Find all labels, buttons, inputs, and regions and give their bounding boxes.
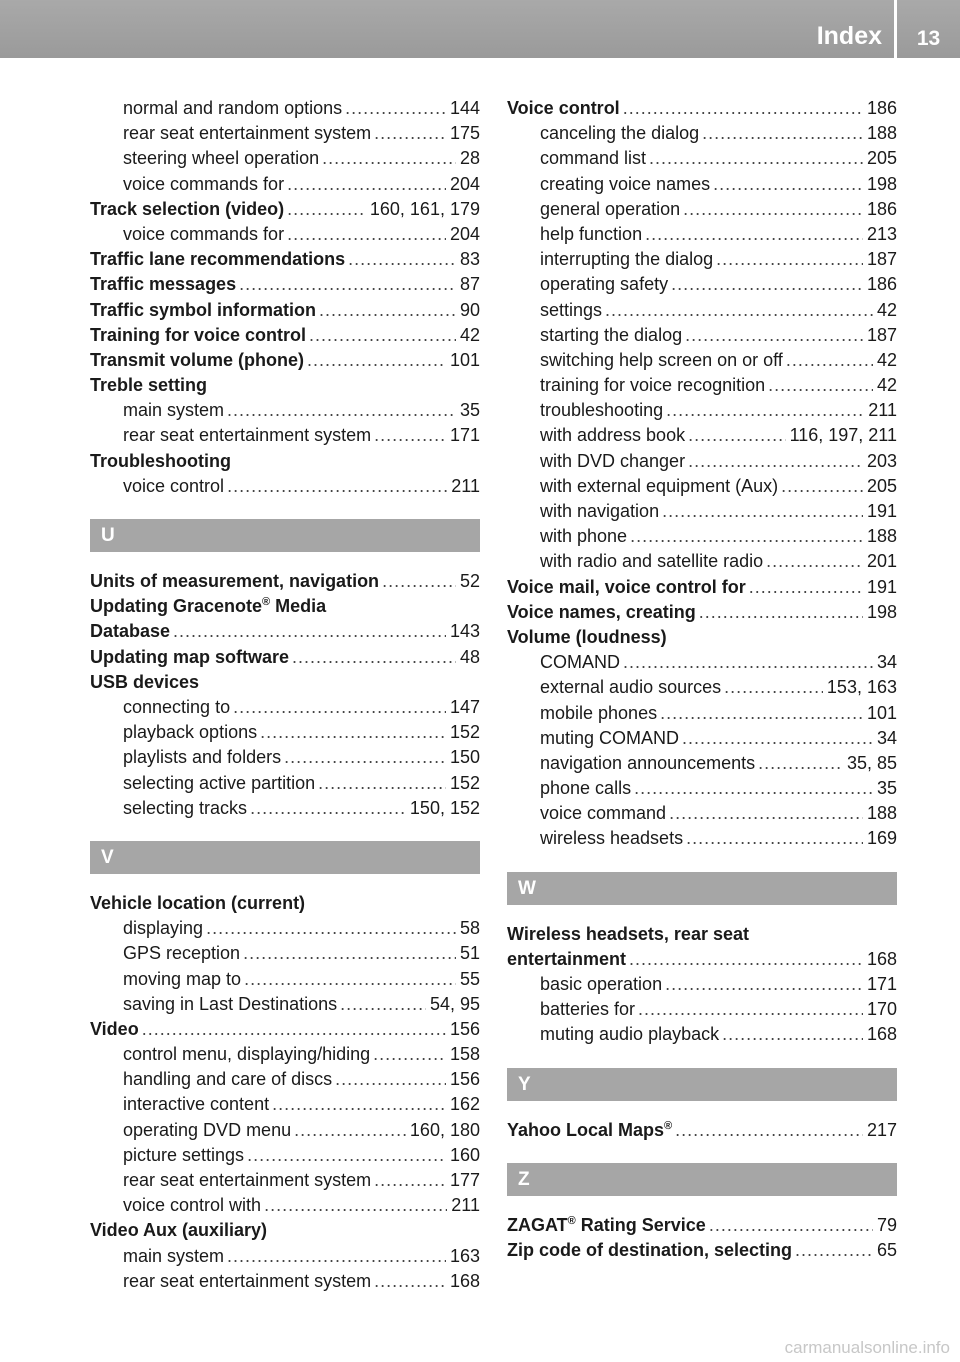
index-subentry: voice control with ..... 211 bbox=[90, 1193, 480, 1218]
index-subentry: operating DVD menu ..... 160, 180 bbox=[90, 1118, 480, 1143]
index-heading-volume: Volume (loudness) bbox=[507, 626, 667, 647]
index-column-left bbox=[90, 96, 480, 1294]
index-subentry: voice control ..... 211 bbox=[90, 474, 480, 499]
index-subentry: switching help screen on or off ..... 42 bbox=[507, 348, 897, 373]
index-entry-transmit-volume: Transmit volume (phone) ..... 101 bbox=[90, 348, 480, 373]
index-subentry: starting the dialog ..... 187 bbox=[507, 323, 897, 348]
letter-header-w: W bbox=[507, 872, 897, 905]
index-subentry: batteries for ..... 170 bbox=[507, 997, 897, 1022]
index-entry-yahoo: Yahoo Local Maps® ..... 217 bbox=[507, 1118, 897, 1143]
letter-header-z: Z bbox=[507, 1163, 897, 1196]
index-entry-video: Video ..... 156 bbox=[90, 1017, 480, 1042]
index-subentry: COMAND ..... 34 bbox=[507, 650, 897, 675]
index-subentry: interactive content ..... 162 bbox=[90, 1092, 480, 1117]
page-number: 13 bbox=[916, 27, 941, 50]
index-subentry: muting audio playback ..... 168 bbox=[507, 1022, 897, 1047]
index-subentry: picture settings ..... 160 bbox=[90, 1143, 480, 1168]
index-heading-treble: Treble setting bbox=[90, 375, 208, 396]
index-subentry: selecting active partition ..... 152 bbox=[90, 771, 480, 796]
letter-header-v: V bbox=[90, 841, 480, 874]
index-subentry: main system ..... 35 bbox=[90, 398, 480, 423]
index-subentry: handling and care of discs ..... 156 bbox=[90, 1067, 480, 1092]
index-entry-wireless-entertainment: entertainment ..... 168 bbox=[507, 947, 897, 972]
index-heading-usb: USB devices bbox=[90, 671, 200, 692]
index-subentry: displaying ..... 58 bbox=[90, 916, 480, 941]
index-subentry: with navigation ..... 191 bbox=[507, 499, 897, 524]
index-entry-map-software: Updating map software ..... 48 bbox=[90, 645, 480, 670]
index-heading-video-aux: Video Aux (auxiliary) bbox=[90, 1220, 268, 1241]
index-subentry: help function ..... 213 bbox=[507, 222, 897, 247]
index-subentry: canceling the dialog ..... 188 bbox=[507, 121, 897, 146]
index-subentry: general operation ..... 186 bbox=[507, 197, 897, 222]
index-subentry: command list ..... 205 bbox=[507, 146, 897, 171]
index-subentry: wireless headsets ..... 169 bbox=[507, 826, 897, 851]
index-entry-traffic-symbol: Traffic symbol information ..... 90 bbox=[90, 298, 480, 323]
index-subentry: with radio and satellite radio ..... 201 bbox=[507, 549, 897, 574]
index-subentry: interrupting the dialog ..... 187 bbox=[507, 247, 897, 272]
index-subentry: steering wheel operation ..... 28 bbox=[90, 146, 480, 171]
index-subentry: phone calls ..... 35 bbox=[507, 776, 897, 801]
index-subentry: with external equipment (Aux) ..... 205 bbox=[507, 474, 897, 499]
index-subentry: voice commands for ..... 204 bbox=[90, 172, 480, 197]
index-subentry: rear seat entertainment system ..... 171 bbox=[90, 423, 480, 448]
index-heading-vehicle-location: Vehicle location (current) bbox=[90, 892, 306, 913]
index-heading-gracenote: Updating Gracenote® Media bbox=[90, 596, 327, 617]
index-subentry: with phone ..... 188 bbox=[507, 524, 897, 549]
index-subentry: moving map to ..... 55 bbox=[90, 967, 480, 992]
index-subentry: selecting tracks ..... 150, 152 bbox=[90, 796, 480, 821]
index-entry-track-selection: Track selection (video) ..... 160, 161, 179 bbox=[90, 197, 480, 222]
index-subentry: muting COMAND ..... 34 bbox=[507, 726, 897, 751]
index-subentry: troubleshooting ..... 211 bbox=[507, 398, 897, 423]
index-subentry: normal and random options ..... 144 bbox=[90, 96, 480, 121]
page-header bbox=[0, 0, 960, 58]
letter-header-y: Y bbox=[507, 1068, 897, 1101]
index-subentry: saving in Last Destinations ..... 54, 95 bbox=[90, 992, 480, 1017]
index-subentry: main system ..... 163 bbox=[90, 1244, 480, 1269]
index-subentry: playback options ..... 152 bbox=[90, 720, 480, 745]
index-entry-training: Training for voice control ..... 42 bbox=[90, 323, 480, 348]
index-subentry: operating safety ..... 186 bbox=[507, 272, 897, 297]
index-subentry: training for voice recognition ..... 42 bbox=[507, 373, 897, 398]
index-subentry: external audio sources ..... 153, 163 bbox=[507, 675, 897, 700]
index-column-right bbox=[507, 96, 897, 1263]
index-entry-voice-mail: Voice mail, voice control for ..... 191 bbox=[507, 575, 897, 600]
index-subentry: rear seat entertainment system ..... 175 bbox=[90, 121, 480, 146]
index-subentry: voice commands for ..... 204 bbox=[90, 222, 480, 247]
index-subentry: playlists and folders ..... 150 bbox=[90, 745, 480, 770]
index-subentry: control menu, displaying/hiding ..... 158 bbox=[90, 1042, 480, 1067]
index-subentry: navigation announcements ..... 35, 85 bbox=[507, 751, 897, 776]
index-subentry: mobile phones ..... 101 bbox=[507, 701, 897, 726]
index-subentry: rear seat entertainment system ..... 168 bbox=[90, 1269, 480, 1294]
index-entry-traffic-messages: Traffic messages ..... 87 bbox=[90, 272, 480, 297]
index-heading-troubleshooting: Troubleshooting bbox=[90, 450, 231, 471]
index-subentry: settings ..... 42 bbox=[507, 298, 897, 323]
index-entry-voice-names: Voice names, creating ..... 198 bbox=[507, 600, 897, 625]
index-entry-units: Units of measurement, navigation ..... 52 bbox=[90, 569, 480, 594]
index-subentry: basic operation ..... 171 bbox=[507, 972, 897, 997]
watermark: carmanualsonline.info bbox=[784, 1338, 950, 1357]
section-title: Index bbox=[816, 22, 882, 50]
index-subentry: rear seat entertainment system ..... 177 bbox=[90, 1168, 480, 1193]
index-heading-wireless: Wireless headsets, rear seat bbox=[507, 923, 749, 944]
letter-header-u: U bbox=[90, 519, 480, 552]
index-subentry: voice command ..... 188 bbox=[507, 801, 897, 826]
index-subentry: GPS reception ..... 51 bbox=[90, 941, 480, 966]
index-subentry: with DVD changer ..... 203 bbox=[507, 449, 897, 474]
index-subentry: connecting to ..... 147 bbox=[90, 695, 480, 720]
index-entry-gracenote-database: Database ..... 143 bbox=[90, 619, 480, 644]
index-entry-voice-control: Voice control ..... 186 bbox=[507, 96, 897, 121]
index-entry-zagat: ZAGAT® Rating Service ..... 79 bbox=[507, 1213, 897, 1238]
index-subentry: with address book ..... 116, 197, 211 bbox=[507, 423, 897, 448]
index-entry-traffic-lane: Traffic lane recommendations ..... 83 bbox=[90, 247, 480, 272]
index-entry-zip-code: Zip code of destination, selecting ..... 65 bbox=[507, 1238, 897, 1263]
index-subentry: creating voice names ..... 198 bbox=[507, 172, 897, 197]
